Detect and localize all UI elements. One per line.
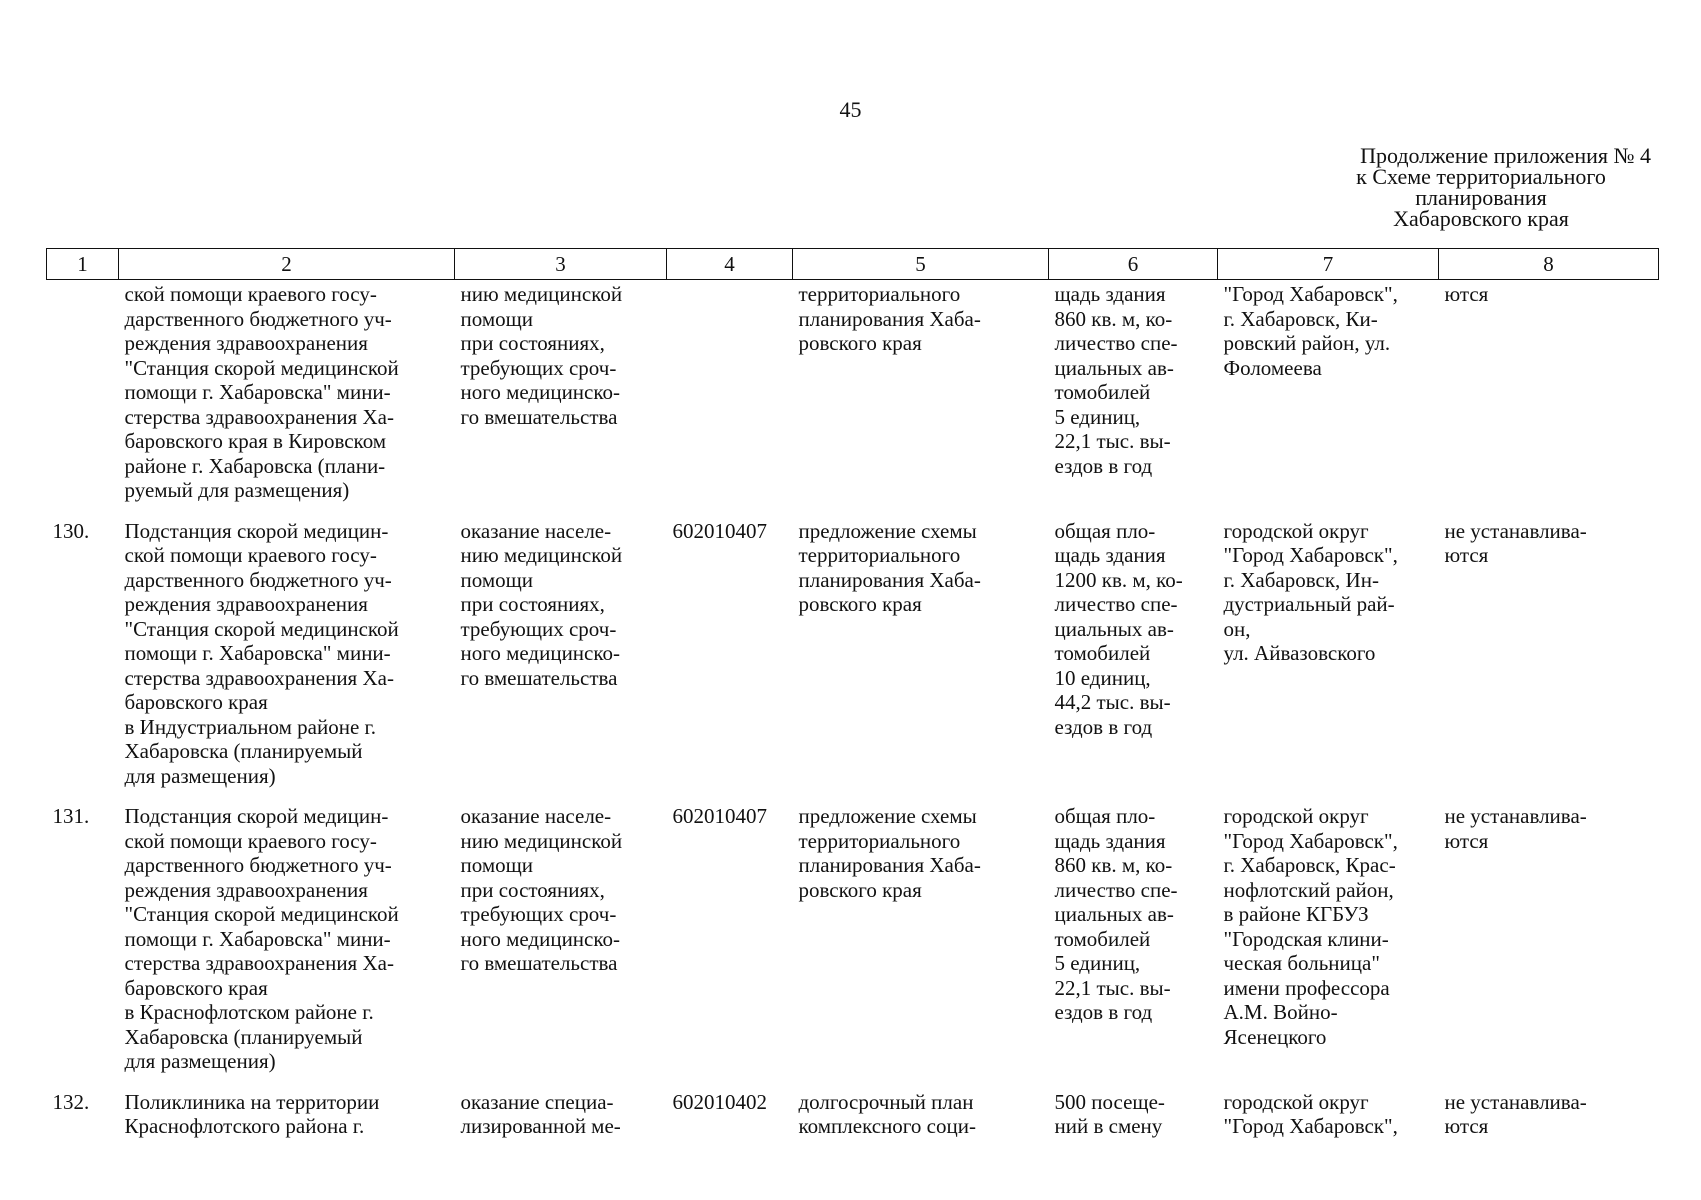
- cell-text-line: ного медицинско-: [460, 926, 620, 951]
- object-name-cell: [119, 515, 455, 801]
- cell-text-line: томобилей: [1054, 926, 1151, 951]
- row-number-cell: [47, 280, 119, 515]
- cell-text-line: А.М. Войно-: [1223, 1000, 1338, 1024]
- cell-text-line: 860 кв. м, ко-: [1054, 853, 1173, 877]
- column-header: 1: [47, 249, 119, 280]
- characteristics-cell: [1049, 1086, 1218, 1151]
- cell-text-line: Подстанция скорой медицин-: [124, 518, 389, 543]
- cell-text-line: ются: [1444, 282, 1489, 306]
- cell-text-line: не устанавлива-: [1444, 1089, 1587, 1114]
- cell-text-line: руемый для размещения): [124, 478, 350, 502]
- basis-cell: [793, 280, 1049, 515]
- cell-text-line: дарственного бюджетного уч-: [124, 567, 392, 592]
- table-body: [47, 280, 1659, 1151]
- cell-text-line: ровский район, ул.: [1223, 331, 1391, 355]
- zones-cell: [1439, 515, 1659, 801]
- cell-text-line: ской помощи краевого госу-: [124, 828, 377, 853]
- cell-text-line: предложение схемы: [798, 804, 977, 828]
- column-header: 7: [1218, 249, 1439, 280]
- cell-text-line: 602010402: [672, 1089, 767, 1114]
- zones-cell: [1439, 1086, 1659, 1151]
- cell-text-line: ного медицинско-: [460, 641, 620, 665]
- cell-text-line: г. Хабаровск, Ин-: [1223, 567, 1379, 592]
- characteristics-cell: [1049, 800, 1218, 1086]
- location-cell: [1218, 515, 1439, 801]
- row-number-cell: 130.: [52, 518, 90, 543]
- table-row: [47, 280, 1659, 515]
- cell-text-line: г. Хабаровск, Крас-: [1223, 853, 1396, 877]
- cell-text-line: нию медицинской: [460, 828, 623, 853]
- cell-text-line: ской помощи краевого госу-: [124, 543, 377, 567]
- cell-text-line: реждения здравоохранения: [124, 877, 368, 902]
- object-code-cell: [667, 280, 793, 515]
- cell-text-line: при состояниях,: [460, 592, 605, 616]
- cell-text-line: ются: [1444, 828, 1489, 853]
- cell-text-line: стерства здравоохранения Ха-: [124, 951, 394, 975]
- cell-text-line: не устанавлива-: [1444, 518, 1587, 543]
- basis-cell: [793, 515, 1049, 801]
- column-header: 3: [455, 249, 667, 280]
- cell-text-line: ний в смену: [1054, 1114, 1163, 1138]
- cell-text-line: городской округ: [1223, 518, 1369, 543]
- cell-text-line: циальных ав-: [1054, 355, 1174, 380]
- cell-text-line: "Город Хабаровск",: [1223, 828, 1398, 853]
- cell-text-line: ул. Айвазовского: [1223, 641, 1376, 665]
- objects-table: [46, 248, 1659, 1151]
- cell-text-line: дустриальный рай-: [1223, 592, 1395, 616]
- cell-text-line: городской округ: [1223, 804, 1369, 828]
- cell-text-line: личество спе-: [1054, 592, 1178, 616]
- purpose-cell: [455, 515, 667, 801]
- cell-text-line: помощи: [460, 853, 534, 877]
- cell-text-line: г. Хабаровск, Ки-: [1223, 306, 1378, 331]
- cell-text-line: общая пло-: [1054, 804, 1156, 828]
- cell-text-line: он,: [1223, 616, 1251, 641]
- cell-text-line: ются: [1444, 543, 1489, 567]
- cell-text-line: 22,1 тыс. вы-: [1054, 975, 1171, 1000]
- cell-text-line: Хабаровска (планируемый: [124, 739, 363, 763]
- cell-text-line: помощи г. Хабаровска" мини-: [124, 926, 391, 951]
- cell-text-line: баровского края в Кировском: [124, 429, 387, 453]
- cell-text-line: нию медицинской: [460, 543, 623, 567]
- cell-text-line: ровского края: [798, 877, 922, 902]
- continuation-line-3: планирования: [1415, 185, 1547, 210]
- cell-text-line: планирования Хаба-: [798, 306, 981, 331]
- cell-text-line: дарственного бюджетного уч-: [124, 853, 392, 877]
- cell-text-line: щадь здания: [1054, 828, 1166, 853]
- purpose-cell: [455, 800, 667, 1086]
- object-code-cell: [667, 515, 793, 801]
- cell-text-line: томобилей: [1054, 641, 1151, 665]
- cell-text-line: помощи г. Хабаровска" мини-: [124, 641, 391, 665]
- cell-text-line: требующих сроч-: [460, 355, 617, 380]
- cell-text-line: оказание населе-: [460, 804, 612, 828]
- cell-text-line: в Краснофлотском районе г.: [124, 1000, 374, 1024]
- location-cell: [1218, 280, 1439, 515]
- cell-text-line: территориального: [798, 543, 961, 567]
- cell-text-line: баровского края: [124, 975, 268, 1000]
- cell-text-line: оказание специа-: [460, 1089, 614, 1114]
- cell-text-line: при состояниях,: [460, 331, 605, 355]
- cell-text-line: городской округ: [1223, 1089, 1369, 1114]
- object-name-cell: [119, 1086, 455, 1151]
- basis-cell: [793, 1086, 1049, 1151]
- cell-text-line: томобилей: [1054, 380, 1151, 404]
- cell-text-line: стерства здравоохранения Ха-: [124, 665, 394, 690]
- cell-text-line: Хабаровска (планируемый: [124, 1024, 363, 1049]
- basis-cell: [793, 800, 1049, 1086]
- purpose-cell: [455, 1086, 667, 1151]
- cell-text-line: "Станция скорой медицинской: [124, 616, 399, 641]
- cell-text-line: щадь здания: [1054, 282, 1166, 306]
- cell-text-line: для размещения): [124, 763, 276, 788]
- cell-text-line: циальных ав-: [1054, 902, 1174, 926]
- cell-text-line: предложение схемы: [798, 518, 977, 543]
- cell-text-line: "Городская клини-: [1223, 926, 1389, 951]
- cell-text-line: ездов в год: [1054, 1000, 1153, 1024]
- cell-text-line: циальных ав-: [1054, 616, 1174, 641]
- cell-text-line: личество спе-: [1054, 877, 1178, 902]
- continuation-line-4: Хабаровского края: [1393, 206, 1569, 231]
- cell-text-line: 500 посеще-: [1054, 1089, 1165, 1114]
- cell-text-line: 22,1 тыс. вы-: [1054, 429, 1171, 453]
- cell-text-line: дарственного бюджетного уч-: [124, 306, 392, 331]
- cell-text-line: имени профессора: [1223, 975, 1390, 1000]
- object-code-cell: [667, 1086, 793, 1151]
- table-row: [47, 515, 1659, 801]
- continuation-line-2: к Схеме территориального: [1356, 164, 1606, 189]
- cell-text-line: Поликлиника на территории: [124, 1089, 380, 1114]
- cell-text-line: районе г. Хабаровска (плани-: [124, 453, 386, 478]
- column-header: 5: [793, 249, 1049, 280]
- object-code-cell: [667, 800, 793, 1086]
- object-name-cell: [119, 280, 455, 515]
- cell-text-line: 602010407: [672, 518, 767, 543]
- cell-text-line: помощи: [460, 306, 534, 331]
- column-header: 2: [119, 249, 455, 280]
- cell-text-line: в районе КГБУЗ: [1223, 902, 1369, 926]
- cell-text-line: баровского края: [124, 690, 268, 714]
- cell-text-line: реждения здравоохранения: [124, 331, 368, 355]
- object-name-cell: [119, 800, 455, 1086]
- cell-text-line: не устанавлива-: [1444, 804, 1587, 828]
- row-number-cell: 131.: [52, 804, 90, 828]
- zones-cell: [1439, 280, 1659, 515]
- characteristics-cell: [1049, 515, 1218, 801]
- cell-text-line: 5 единиц,: [1054, 951, 1141, 975]
- characteristics-cell: [1049, 280, 1218, 515]
- cell-text-line: лизированной ме-: [460, 1114, 621, 1138]
- row-number-cell: 132.: [52, 1089, 90, 1114]
- cell-text-line: общая пло-: [1054, 518, 1156, 543]
- column-number-header-row: [47, 249, 1659, 280]
- cell-text-line: 10 единиц,: [1054, 665, 1151, 690]
- column-header: 8: [1439, 249, 1659, 280]
- cell-text-line: помощи г. Хабаровска" мини-: [124, 380, 391, 404]
- table-row: [47, 1086, 1659, 1151]
- location-cell: [1218, 800, 1439, 1086]
- cell-text-line: планирования Хаба-: [798, 853, 981, 877]
- cell-text-line: 860 кв. м, ко-: [1054, 306, 1173, 331]
- cell-text-line: нофлотский район,: [1223, 877, 1394, 902]
- cell-text-line: в Индустриальном районе г.: [124, 714, 377, 739]
- cell-text-line: оказание населе-: [460, 518, 612, 543]
- column-header: 6: [1049, 249, 1218, 280]
- cell-text-line: ческая больница": [1223, 951, 1380, 975]
- cell-text-line: Подстанция скорой медицин-: [124, 804, 389, 828]
- cell-text-line: Ясенецкого: [1223, 1024, 1327, 1049]
- cell-text-line: "Город Хабаровск",: [1223, 282, 1398, 306]
- purpose-cell: [455, 280, 667, 515]
- page-number: 45: [839, 97, 862, 122]
- cell-text-line: го вмешательства: [460, 665, 618, 690]
- cell-text-line: стерства здравоохранения Ха-: [124, 404, 394, 429]
- cell-text-line: ровского края: [798, 331, 922, 355]
- cell-text-line: личество спе-: [1054, 331, 1178, 355]
- cell-text-line: Краснофлотского района г.: [124, 1114, 365, 1138]
- cell-text-line: комплексного соци-: [798, 1114, 976, 1138]
- cell-text-line: долгосрочный план: [798, 1089, 974, 1114]
- cell-text-line: ездов в год: [1054, 714, 1153, 739]
- cell-text-line: нию медицинской: [460, 282, 623, 306]
- cell-text-line: территориального: [798, 828, 961, 853]
- location-cell: [1218, 1086, 1439, 1151]
- cell-text-line: ездов в год: [1054, 453, 1153, 478]
- cell-text-line: ровского края: [798, 592, 922, 616]
- cell-text-line: "Станция скорой медицинской: [124, 902, 399, 926]
- cell-text-line: го вмешательства: [460, 951, 618, 975]
- cell-text-line: ются: [1444, 1114, 1489, 1138]
- cell-text-line: ской помощи краевого госу-: [124, 282, 377, 306]
- cell-text-line: Фоломеева: [1223, 355, 1322, 380]
- cell-text-line: требующих сроч-: [460, 902, 617, 926]
- cell-text-line: го вмешательства: [460, 404, 618, 429]
- continuation-line-1: Продолжение приложения № 4: [1360, 143, 1651, 168]
- cell-text-line: "Станция скорой медицинской: [124, 355, 399, 380]
- cell-text-line: ного медицинско-: [460, 380, 620, 404]
- cell-text-line: 44,2 тыс. вы-: [1054, 690, 1171, 714]
- cell-text-line: планирования Хаба-: [798, 567, 981, 592]
- cell-text-line: 602010407: [672, 804, 767, 828]
- cell-text-line: реждения здравоохранения: [124, 592, 368, 616]
- cell-text-line: "Город Хабаровск",: [1223, 543, 1398, 567]
- cell-text-line: для размещения): [124, 1049, 276, 1073]
- cell-text-line: помощи: [460, 567, 534, 592]
- appendix-continuation-note: [1311, 145, 1651, 229]
- cell-text-line: территориального: [798, 282, 961, 306]
- cell-text-line: при состояниях,: [460, 877, 605, 902]
- cell-text-line: требующих сроч-: [460, 616, 617, 641]
- zones-cell: [1439, 800, 1659, 1086]
- column-header: 4: [667, 249, 793, 280]
- cell-text-line: щадь здания: [1054, 543, 1166, 567]
- table-row: [47, 800, 1659, 1086]
- cell-text-line: 5 единиц,: [1054, 404, 1141, 429]
- cell-text-line: 1200 кв. м, ко-: [1054, 567, 1183, 592]
- cell-text-line: "Город Хабаровск",: [1223, 1114, 1398, 1138]
